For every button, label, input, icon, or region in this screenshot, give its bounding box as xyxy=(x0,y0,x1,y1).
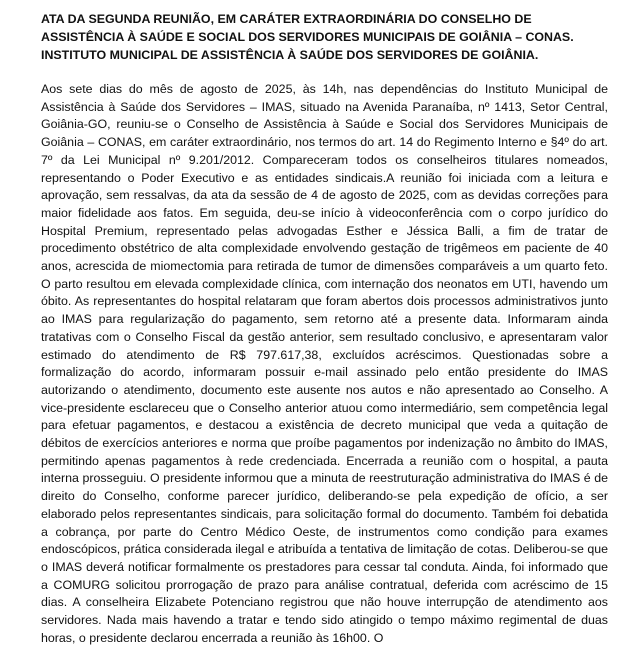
document-body: Aos sete dias do mês de agosto de 2025, às 14h, nas dependências do Instituto Municipal de Assistência à Saúde dos Servidores – IMAS, situado na Avenida Paranaíba, nº 1413, Setor Central, Goiânia-GO, reuniu-se o Conselho de Assistência à Saúde e Social dos Servidores Municipais de Goiânia – CONAS, em caráter extraordinário, nos termos do art. 14 do Regimento Interno e §4º do art. 7º da Lei Municipal nº 9.201/2012. Compareceram todos os conselheiros titulares nomeados, representando o Poder Executivo e as entidades sindicais.A reunião foi iniciada com a leitura e aprovação, sem ressalvas, da ata da sessão de 4 de agosto de 2025, com as devidas correções para maior fidelidade aos fatos. Em seguida, deu-se início à videoconferência com o corpo jurídico do Hospital Premium, representado pelas advogadas Esther e Jéssica Balli, a fim de tratar de procedimento obstétrico de alta complexidade envolvendo gestação de trigêmeos em paciente de 40 anos, acrescida de miomectomia para retirada de tumor de dimensões comparáveis a um quarto feto. O parto resultou em elevada complexidade clínica, com internação dos neonatos em UTI, havendo um óbito. As representantes do hospital relataram que foram abertos dois processos administrativos junto ao IMAS para regularização do pagamento, sem retorno até a presente data. Informaram ainda tratativas com o Conselho Fiscal da gestão anterior, sem resultado conclusivo, e apresentaram valor estimado do atendimento de R$ 797.617,38, excluídos acréscimos. Questionadas sobre a formalização do acordo, informaram possuir e-mail assinado pelo então presidente do IMAS autorizando o atendimento, documento este ausente nos autos e não apresentado ao Conselho. A vice-presidente esclareceu que o Conselho anterior atuou como intermediário, sem competência legal para efetuar pagamentos, e destacou a existência de decreto municipal que veda a quitação de débitos de exercícios anteriores e norma que proíbe pagamentos por indenização no âmbito do IMAS, permitindo apenas pagamentos à rede credenciada. Encerrada a reunião com o hospital, a pauta interna prosseguiu. O presidente informou que a minuta de reestruturação administrativa do IMAS é de direito do Conselho, conforme parecer jurídico, deliberando-se pela expedição de ofício, a ser elaborado pelos representantes sindicais, para solicitação formal do documento. Também foi debatida a cobrança, por parte do Centro Médico Oeste, de instrumentos como condição para exames endoscópicos, prática considerada ilegal e atribuída a tentativa de limitação de cotas. Deliberou-se que o IMAS deverá notificar formalmente os prestadores para cessar tal conduta. Ainda, foi informado que a COMURG solicitou prorrogação de prazo para análise contratual, deferida com acréscimo de 15 dias. A conselheira Elizabete Potenciano registrou que não houve interrupção de atendimento aos servidores. Nada mais havendo a tratar e tendo sido atingido o tempo máximo regimental de duas horas, o presidente declarou encerrada a reunião às 16h00. O xyxy=(41,82,608,645)
document-title: ATA DA SEGUNDA REUNIÃO, EM CARÁTER EXTRAORDINÁRIA DO CONSELHO DE ASSISTÊNCIA À SAÚDE E SOCIAL DOS SERVIDORES MUNICIPAIS DE GOIÂNIA – CONAS. INSTITUTO MUNICIPAL DE ASSISTÊNCIA À SAÚDE DOS SERVIDORES DE GOIÂNIA. xyxy=(41,12,574,62)
